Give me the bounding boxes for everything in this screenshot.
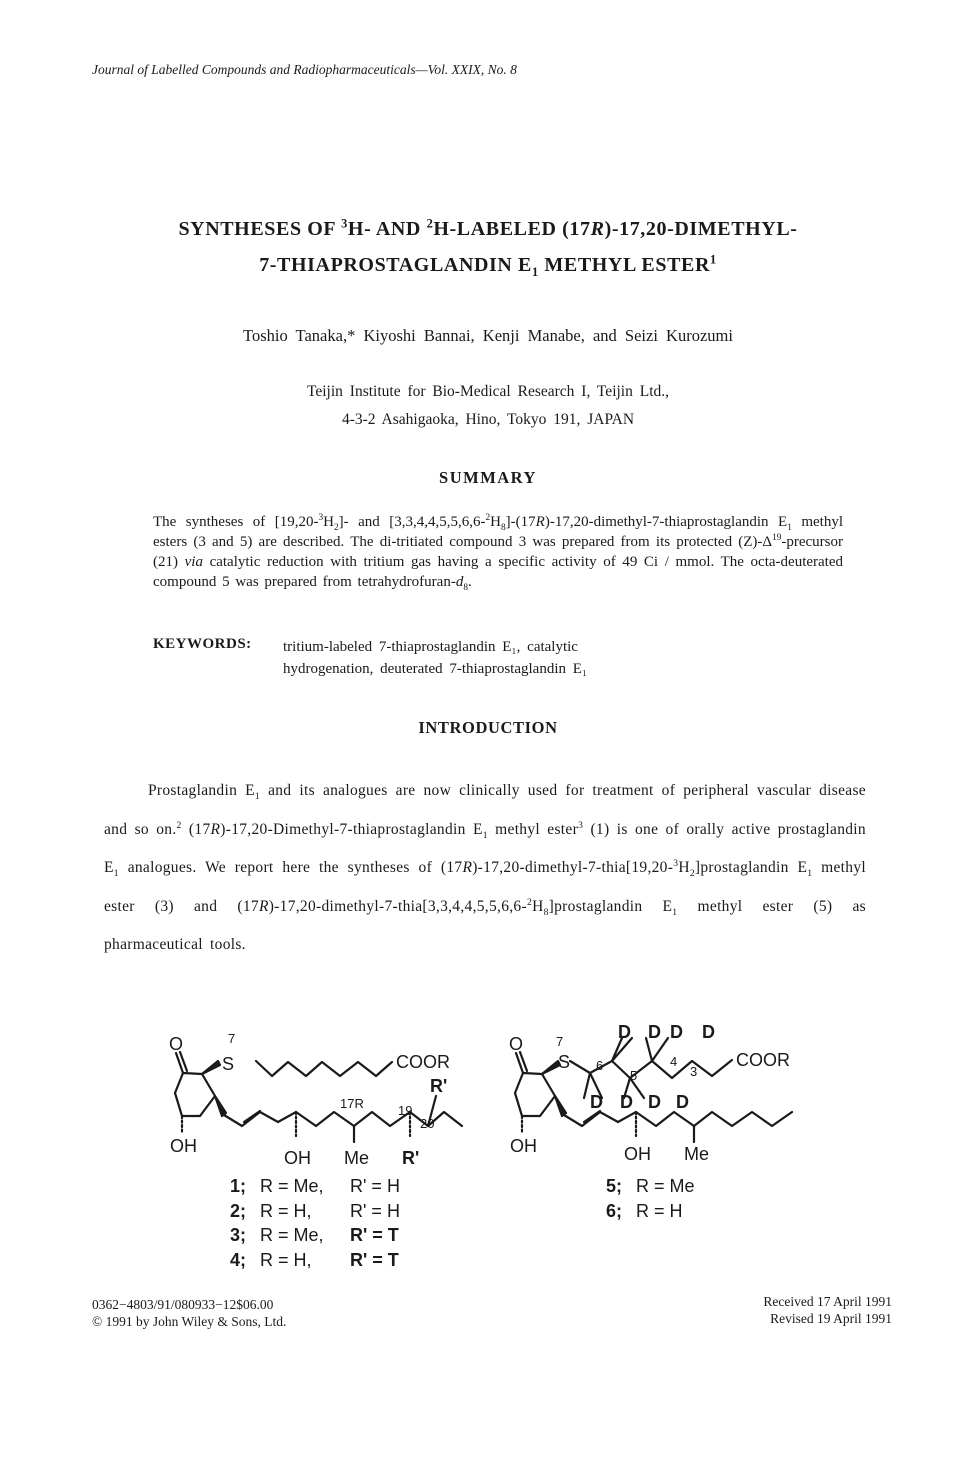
left-label-20: 20	[420, 1116, 435, 1131]
paper-title-line-2: 7-THIAPROSTAGLANDIN $E_1$ METHYL ESTER$^1$	[259, 252, 717, 279]
footer-publication-info: 0362−4803/91/080933−12$06.00 © 1991 by John Wiley & Sons, Ltd.	[92, 1297, 287, 1329]
left-label-me: Me	[344, 1148, 370, 1168]
right-label-oh-ring: OH	[510, 1136, 537, 1156]
legend-row-6: 6; R = H	[605, 1200, 683, 1221]
right-label-d-top-2: D	[648, 1022, 661, 1042]
introduction-heading: INTRODUCTION	[418, 718, 558, 737]
authors: Toshio Tanaka,* Kiyoshi Bannai, Kenji Manabe, and Seizi Kurozumi	[243, 326, 733, 345]
right-label-4: 4	[670, 1054, 678, 1069]
legend-row-5: 5; R = Me	[605, 1176, 695, 1196]
right-label-d-bottom-1: D	[590, 1092, 603, 1112]
legend-row-2: 2; R = H, R' = H	[229, 1200, 400, 1221]
keywords-text: tritium-labeled 7-thiaprostaglandin E₁, catalytic hydrogenation, deuterated 7-thiaprostaglandin E₁	[283, 639, 588, 677]
paper-title-line-1: SYNTHESES OF $^3$H- AND $^2$H-LABELED (17R)-17,20-DIMETHYL-	[178, 216, 798, 240]
left-label-oh-ring: OH	[170, 1136, 197, 1156]
right-label-d-bottom-2: D	[620, 1092, 633, 1112]
journal-header: Journal of Labelled Compounds and Radiopharmaceuticals—Vol. XXIX, No. 8	[92, 62, 517, 77]
right-label-d-top-3: D	[670, 1022, 683, 1042]
right-label-oh-chain: OH	[624, 1144, 651, 1164]
left-label-19: 19	[398, 1103, 413, 1118]
left-label-s: S	[222, 1054, 235, 1074]
right-label-d-top-4: D	[702, 1022, 715, 1042]
left-label-rp-bottom: R'	[402, 1148, 420, 1168]
right-label-d-top-1: D	[618, 1022, 631, 1042]
legend-row-1: 1; R = Me, R' = H	[229, 1176, 400, 1196]
left-label-rp-top: R'	[430, 1076, 448, 1096]
right-label-3: 3	[690, 1064, 698, 1079]
institution-line-1: Teijin Institute for Bio-Medical Research I, Teijin Ltd.,	[306, 383, 670, 400]
left-label-oh-chain: OH	[284, 1148, 311, 1168]
legend-row-4: 4; R = H, R' = T	[229, 1249, 399, 1270]
right-label-d-bottom-3: D	[648, 1092, 661, 1112]
institution-line-2: 4-3-2 Asahigaoka, Hino, Tokyo 191, JAPAN	[341, 411, 635, 428]
right-label-7: 7	[556, 1034, 564, 1049]
left-label-coor: COOR	[396, 1052, 450, 1072]
legend-row-3: 3; R = Me, R' = T	[229, 1225, 399, 1245]
keywords-label: KEYWORDS:	[153, 636, 252, 652]
summary-heading: SUMMARY	[439, 468, 537, 487]
compound-legend-right	[592, 1176, 726, 1225]
left-label-7: 7	[228, 1031, 236, 1046]
right-molecule-labels	[509, 1022, 790, 1164]
right-label-s: S	[558, 1052, 571, 1072]
compound-legend-left	[216, 1176, 400, 1274]
summary-text: The syntheses of $[19,20-^3H_2]-$ and $[3,3,4,4,5,5,6,6-^2H_8]-(17R)-17,20-dimethyl-7$-thiaprostaglandin $E_1$ methyl esters (3 and 5) are described. The di-tritiated compound 3 was prepared from its protected $(Z)-\Delta^{19}$-precursor (21) via catalytic reduction with tritium gas having a specific activity of 49 Ci / mmol. The octa-deuterated compound 5 was prepared from tetrahydrofuran-$d_8$.	[153, 513, 843, 593]
right-label-o: O	[509, 1034, 524, 1054]
right-label-6: 6	[596, 1058, 604, 1073]
footer-dates: Received 17 April 1991 Revised 19 April 1991	[763, 1294, 892, 1326]
right-label-coor: COOR	[736, 1050, 790, 1070]
left-label-17r: 17R	[340, 1096, 364, 1111]
introduction-text: Prostaglandin $E_1$ and its analogues are now clinically used for treatment of peripheral vascular disease and so on.$^2$ (17R)-17,20-Dimethyl-7-thiaprostaglandin $E_1$ methyl ester$^3$ (1) is one of orally active prostaglandin $E_1$ analogues. We report here the syntheses of $(17R)-17,20-dimethyl-7-thia[19,20-^3H_2]prostaglandin$ $E_1$ methyl ester (3) and $(17R)-17,20-dimethyl-7-thia[3,3,4,4,5,5,6,6-^2H_8]prostaglandin$ $E_1$ methyl ester (5) as pharmaceutical tools.	[104, 782, 866, 954]
left-label-o: O	[169, 1034, 184, 1054]
right-label-d-bottom-4: D	[676, 1092, 689, 1112]
right-label-me: Me	[684, 1144, 710, 1164]
right-label-5: 5	[630, 1068, 638, 1083]
structure-figure	[160, 1018, 840, 1178]
